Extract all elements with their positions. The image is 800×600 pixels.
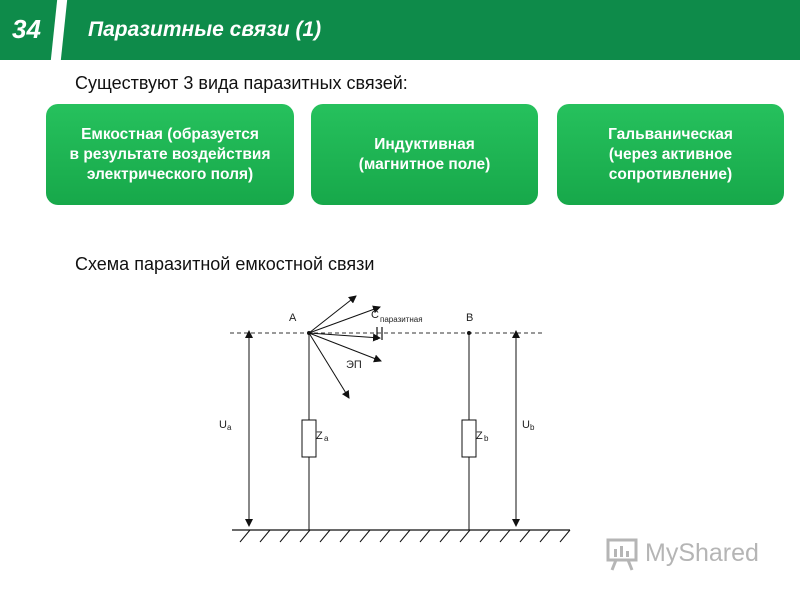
ua-label: U	[219, 419, 227, 431]
zb-label: Z	[476, 430, 483, 442]
za-sub-label: a	[324, 434, 329, 443]
field-label: ЭП	[346, 359, 362, 371]
node-a-label: A	[289, 312, 297, 324]
slide-title: Паразитные связи (1)	[88, 18, 322, 41]
zb-sub-label: b	[484, 434, 489, 443]
intro-text: Существуют 3 вида паразитных связей:	[75, 73, 408, 93]
type-capacitive: Емкостная (образуется в результате воздействия электрического поля)	[46, 104, 294, 205]
myshared-logo	[605, 534, 765, 574]
impedance-za	[302, 420, 316, 457]
ground-hatching	[240, 530, 570, 542]
node-b-label: B	[466, 312, 474, 324]
impedance-zb	[462, 420, 476, 457]
type-inductive: Индуктивная (магнитное поле)	[311, 104, 538, 205]
capacitor-label: С	[371, 309, 379, 321]
ub-sub-label: b	[530, 423, 535, 432]
type-galvanic: Гальваническая (через активное сопротивление)	[557, 104, 784, 205]
schema-title: Схема паразитной емкостной связи	[75, 254, 375, 274]
slide-number: 34	[12, 14, 41, 44]
logo-icon	[605, 534, 641, 574]
logo-text: MyShared	[645, 539, 759, 567]
ub-label: U	[522, 419, 530, 431]
ua-sub-label: a	[227, 423, 232, 432]
node-b-dot	[467, 331, 471, 335]
za-label: Z	[316, 430, 323, 442]
capacitor-sub-label: паразитная	[380, 315, 423, 324]
